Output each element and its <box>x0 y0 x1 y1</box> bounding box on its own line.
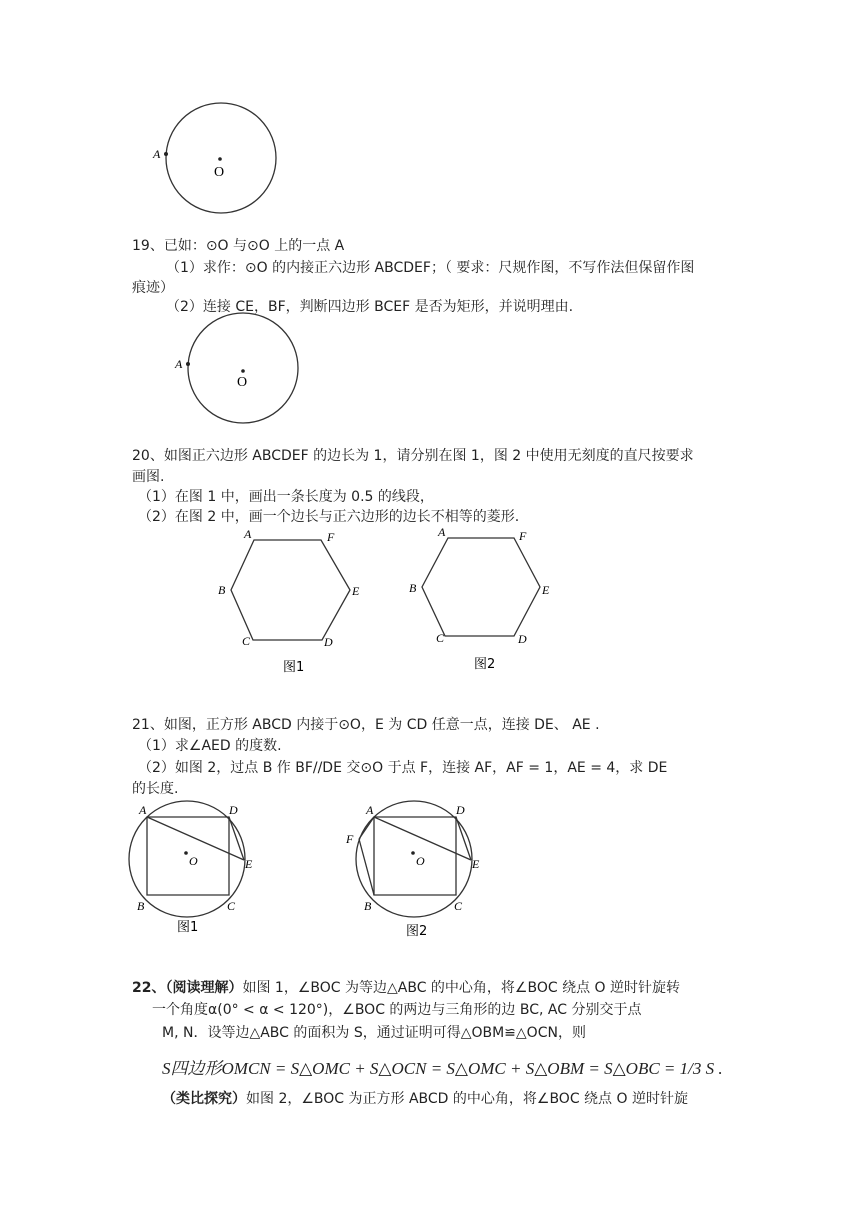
q22-text4: 如图 2，∠BOC 为正方形 ABCD 的中心角，将∠BOC 绕点 O 逆时针旋 <box>246 1091 688 1107</box>
q20-part2: （2）在图 2 中，画一个边长与正六边形的边长不相等的菱形. <box>138 509 520 525</box>
caption: 图1 <box>177 920 199 935</box>
label-e: E <box>472 857 480 871</box>
segment-bf <box>359 839 374 895</box>
caption: 图2 <box>406 924 428 939</box>
label-a: A <box>153 147 161 161</box>
figure-circle-q19 <box>172 310 307 430</box>
center-dot <box>241 369 245 373</box>
q21-part2-cont: 的长度. <box>132 781 179 797</box>
caption: 图1 <box>283 660 305 675</box>
hexagon <box>231 540 350 640</box>
center-dot <box>218 157 222 161</box>
label-e: E <box>245 857 253 871</box>
square-abcd <box>147 817 229 895</box>
q20-line2: 画图. <box>132 469 165 485</box>
label-d: D <box>518 632 527 646</box>
q21-line1: 21、如图，正方形 ABCD 内接于⊙O，E 为 CD 任意一点，连接 DE、 AE . <box>132 717 600 733</box>
q19-part2: （2）连接 CE，BF，判断四边形 BCEF 是否为矩形，并说明理由. <box>166 299 574 315</box>
label-a: A <box>244 527 252 541</box>
figure-square-circle-2 <box>340 795 490 945</box>
q20-part1: （1）在图 1 中，画出一条长度为 0.5 的线段， <box>138 489 434 505</box>
label-f: F <box>519 529 527 543</box>
label-a: A <box>175 357 183 371</box>
q21-part2: （2）如图 2，过点 B 作 BF//DE 交⊙O 于点 F，连接 AF，AF = 1，AE = 4，求 DE <box>138 760 668 776</box>
segment-af <box>359 817 374 839</box>
label-b: B <box>218 583 226 597</box>
label-b: B <box>409 581 417 595</box>
q19-part1: （1）求作：⊙O 的内接正六边形 ABCDEF；（ 要求：尺规作图，不写作法但保留作图 <box>166 260 695 276</box>
label-c: C <box>436 631 445 645</box>
label-d: D <box>229 803 238 817</box>
caption: 图2 <box>474 657 496 672</box>
label-a: A <box>139 803 147 817</box>
q22-line2: 一个角度α(0° < α < 120°)，∠BOC 的两边与三角形的边 BC, AC 分别交于点 <box>152 1002 642 1018</box>
label-o: O <box>214 165 225 180</box>
figure-hexagon-1 <box>210 525 370 680</box>
label-e: E <box>352 584 360 598</box>
label-e: E <box>542 583 550 597</box>
q19-title: 19、已如：⊙O 与⊙O 上的一点 A <box>132 238 345 254</box>
label-c: C <box>227 899 236 913</box>
q20-line1: 20、如图正六边形 ABCDEF 的边长为 1，请分别在图 1，图 2 中使用无刻度的直尺按要求 <box>132 448 694 464</box>
figure-square-circle-1 <box>125 795 265 940</box>
q22-line1 <box>132 978 680 998</box>
label-b: B <box>137 899 145 913</box>
circle-o <box>188 313 298 423</box>
q19-part1-cont: 痕迹） <box>132 280 174 296</box>
label-d: D <box>456 803 465 817</box>
label-a: A <box>366 803 374 817</box>
square-abcd <box>374 817 456 895</box>
label-f: F <box>346 832 354 846</box>
q22-text1: 如图 1，∠BOC 为等边△ABC 的中心角，将∠BOC 绕点 O 逆时针旋转 <box>242 980 680 996</box>
point-a-dot <box>164 152 168 156</box>
q22-tag-reading: 22、（阅读理解） <box>132 980 243 996</box>
q22-line4 <box>162 1089 688 1109</box>
label-a: A <box>438 525 446 539</box>
center-dot <box>411 851 415 855</box>
figure-circle-top <box>150 100 290 220</box>
q21-part1: （1）求∠AED 的度数. <box>138 738 282 754</box>
label-o: O <box>416 854 425 868</box>
center-dot <box>184 851 188 855</box>
q22-formula: S四边形OMCN = S△OMC + S△OCN = S△OMC + S△OBM = S△OBC = 1/3 S . <box>162 1059 723 1078</box>
label-c: C <box>454 899 463 913</box>
point-a-dot <box>186 362 190 366</box>
label-d: D <box>324 635 333 649</box>
hexagon <box>422 538 540 636</box>
figure-hexagon-2 <box>400 525 560 680</box>
label-b: B <box>364 899 372 913</box>
label-o: O <box>237 375 248 390</box>
label-c: C <box>242 634 251 648</box>
q22-line3: M, N．设等边△ABC 的面积为 S，通过证明可得△OBM≌△OCN，则 <box>162 1025 586 1041</box>
q22-tag-analogy: （类比探究） <box>162 1091 246 1107</box>
label-o: O <box>189 854 198 868</box>
label-f: F <box>327 530 335 544</box>
